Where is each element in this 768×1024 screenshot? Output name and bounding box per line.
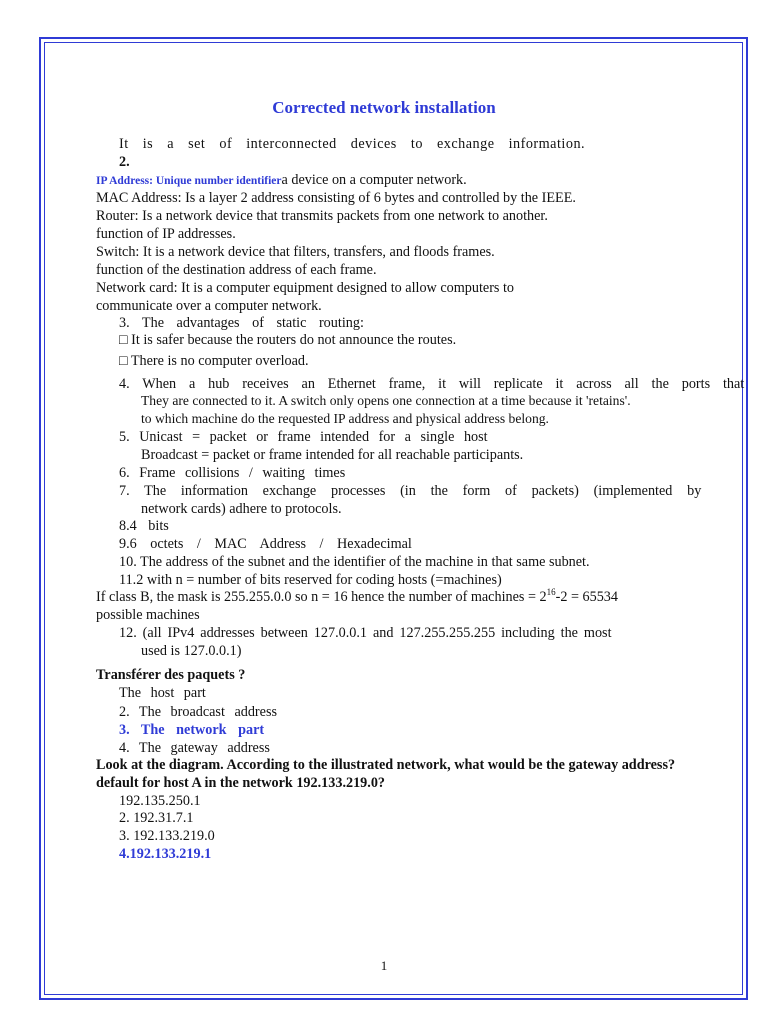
question-5: 5. Unicast = packet or frame intended for a single host	[119, 429, 488, 445]
gateway-option-2: 2. 192.31.7.1	[119, 810, 194, 826]
network-card-line: Network card: It is a computer equipment designed to allow computers to	[96, 280, 515, 296]
question-7: 7. The information exchange processes (in the form of packets) (implemented by	[119, 483, 702, 499]
answer-10: 10. The address of the subnet and the identifier of the machine in that same subnet.	[119, 554, 590, 570]
ip-address-label: IP Address: Unique number identifier	[96, 175, 282, 187]
question-4-line-2: They are connected to it. A switch only opens one connection at a time because it 'retains'.	[141, 393, 631, 408]
option-2: 2. The broadcast address	[119, 704, 277, 720]
answer-9: 9.6 octets / MAC Address / Hexadecimal	[119, 536, 412, 552]
answer-11-line-2	[96, 589, 618, 605]
gateway-option-3: 3. 192.133.219.0	[119, 828, 215, 844]
network-card-line-2: communicate over a computer network.	[96, 298, 322, 314]
answer-8: 8.4 bits	[119, 518, 169, 534]
gateway-option-4-correct: 4.192.133.219.1	[119, 846, 212, 862]
answer-11: 11.2 with n = number of bits reserved for coding hosts (=machines)	[119, 572, 502, 588]
intro-line	[119, 136, 586, 152]
option-3-correct: 3. The network part	[119, 722, 265, 738]
advantage-2-text: There is no computer overload.	[127, 353, 309, 369]
bullet-box-icon: □	[119, 353, 128, 369]
ip-address-text: a device on a computer network.	[281, 172, 467, 188]
section-number-2: 2.	[119, 154, 130, 170]
question-7-line-2: network cards) adhere to protocols.	[141, 501, 342, 517]
answer-11-formula: If class B, the mask is 255.255.0.0 so n = 16 hence the number of machines = 2	[96, 589, 547, 605]
question-3: 3. The advantages of static routing:	[119, 315, 364, 331]
question-4: 4. When a hub receives an Ethernet frame, it will replicate it across all the ports that	[119, 376, 745, 392]
intro-text: It is a set of interconnected devices to exchange information.	[119, 136, 586, 152]
ip-address-line	[96, 172, 467, 188]
page-title: Corrected network installation	[272, 98, 496, 117]
switch-line-2: function of the destination address of each frame.	[96, 262, 377, 278]
option-1: The host part	[119, 685, 206, 701]
transfer-question: Transférer des paquets ?	[96, 667, 246, 683]
answer-11-result: -2 = 65534	[555, 589, 618, 605]
diagram-question-line-2: default for host A in the network 192.133.219.0?	[96, 775, 386, 791]
answer-12: 12. (all IPv4 addresses between 127.0.0.1 and 127.255.255.255 including the most	[119, 625, 612, 641]
switch-line: Switch: It is a network device that filters, transfers, and floods frames.	[96, 244, 495, 260]
question-5-line-2: Broadcast = packet or frame intended for all reachable participants.	[141, 447, 524, 463]
bullet-box-icon: □	[119, 332, 128, 348]
question-6: 6. Frame collisions / waiting times	[119, 465, 346, 481]
gateway-option-1: 192.135.250.1	[119, 793, 201, 809]
router-line-2: function of IP addresses.	[96, 226, 236, 242]
mac-address-line: MAC Address: Is a layer 2 address consisting of 6 bytes and controlled by the IEEE.	[96, 190, 576, 206]
answer-11-line-3: possible machines	[96, 607, 200, 623]
advantage-1-text: It is safer because the routers do not announce the routes.	[127, 332, 457, 348]
answer-11-exponent: 16	[546, 587, 556, 597]
page-number: 1	[380, 958, 388, 973]
advantage-2	[119, 353, 309, 369]
question-4-line-3: to which machine do the requested IP address and physical address belong.	[141, 411, 549, 426]
advantage-1	[119, 332, 456, 348]
router-line: Router: Is a network device that transmits packets from one network to another.	[96, 208, 548, 224]
diagram-question: Look at the diagram. According to the illustrated network, what would be the gateway address?	[96, 757, 676, 773]
option-4: 4. The gateway address	[119, 740, 270, 756]
answer-12-line-2: used is 127.0.0.1)	[141, 643, 242, 659]
